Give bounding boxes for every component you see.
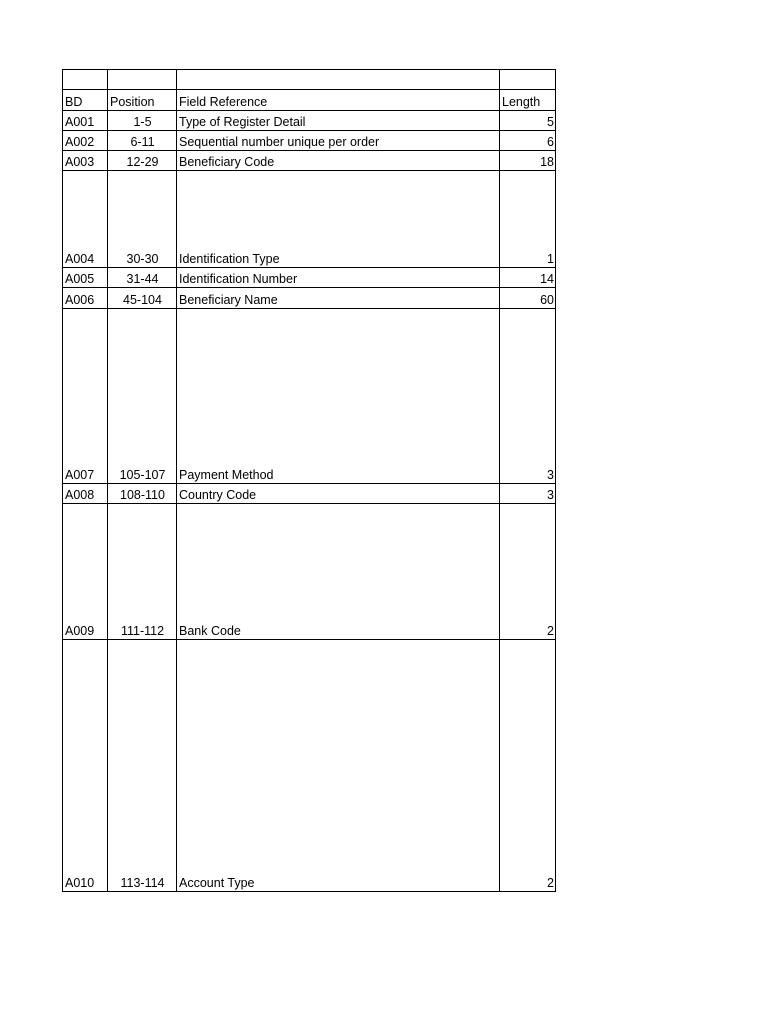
cell-position: 108-110 xyxy=(108,484,177,504)
blank-cell xyxy=(63,70,108,90)
cell-bd: A003 xyxy=(63,151,108,171)
cell-length: 3 xyxy=(500,309,556,484)
table-row xyxy=(63,131,556,151)
cell-field: Beneficiary Code xyxy=(177,151,500,171)
blank-cell xyxy=(177,70,500,90)
cell-length: 2 xyxy=(500,640,556,892)
cell-length: 6 xyxy=(500,131,556,151)
table-row xyxy=(63,288,556,309)
blank-cell xyxy=(108,70,177,90)
cell-length: 5 xyxy=(500,111,556,131)
cell-bd: A001 xyxy=(63,111,108,131)
cell-field: Payment Method xyxy=(177,309,500,484)
cell-length: 3 xyxy=(500,484,556,504)
cell-position: 105-107 xyxy=(108,309,177,484)
table-row xyxy=(63,171,556,268)
header-position: Position xyxy=(108,90,177,111)
cell-length: 60 xyxy=(500,288,556,309)
cell-bd: A005 xyxy=(63,268,108,288)
cell-field: Identification Number xyxy=(177,268,500,288)
cell-length: 18 xyxy=(500,151,556,171)
header-field-reference: Field Reference xyxy=(177,90,500,111)
cell-length: 1 xyxy=(500,171,556,268)
table-row xyxy=(63,309,556,484)
cell-field: Type of Register Detail xyxy=(177,111,500,131)
cell-bd: A007 xyxy=(63,309,108,484)
cell-position: 12-29 xyxy=(108,151,177,171)
cell-position: 111-112 xyxy=(108,504,177,640)
header-length: Length xyxy=(500,90,556,111)
field-spec-table xyxy=(62,69,556,892)
cell-field: Account Type xyxy=(177,640,500,892)
cell-position: 45-104 xyxy=(108,288,177,309)
cell-field: Bank Code xyxy=(177,504,500,640)
cell-position: 113-114 xyxy=(108,640,177,892)
cell-field: Identification Type xyxy=(177,171,500,268)
cell-field: Beneficiary Name xyxy=(177,288,500,309)
cell-field: Country Code xyxy=(177,484,500,504)
cell-bd: A002 xyxy=(63,131,108,151)
cell-length: 2 xyxy=(500,504,556,640)
table-row xyxy=(63,111,556,131)
table-row xyxy=(63,484,556,504)
cell-bd: A010 xyxy=(63,640,108,892)
header-bd: BD xyxy=(63,90,108,111)
blank-cell xyxy=(500,70,556,90)
cell-bd: A009 xyxy=(63,504,108,640)
table-row xyxy=(63,504,556,640)
cell-length: 14 xyxy=(500,268,556,288)
table-row xyxy=(63,151,556,171)
table-row xyxy=(63,268,556,288)
cell-position: 31-44 xyxy=(108,268,177,288)
cell-bd: A008 xyxy=(63,484,108,504)
table-row xyxy=(63,640,556,892)
blank-row xyxy=(63,70,556,90)
cell-position: 30-30 xyxy=(108,171,177,268)
cell-position: 6-11 xyxy=(108,131,177,151)
cell-bd: A006 xyxy=(63,288,108,309)
cell-position: 1-5 xyxy=(108,111,177,131)
header-row xyxy=(63,90,556,111)
cell-field: Sequential number unique per order xyxy=(177,131,500,151)
cell-bd: A004 xyxy=(63,171,108,268)
